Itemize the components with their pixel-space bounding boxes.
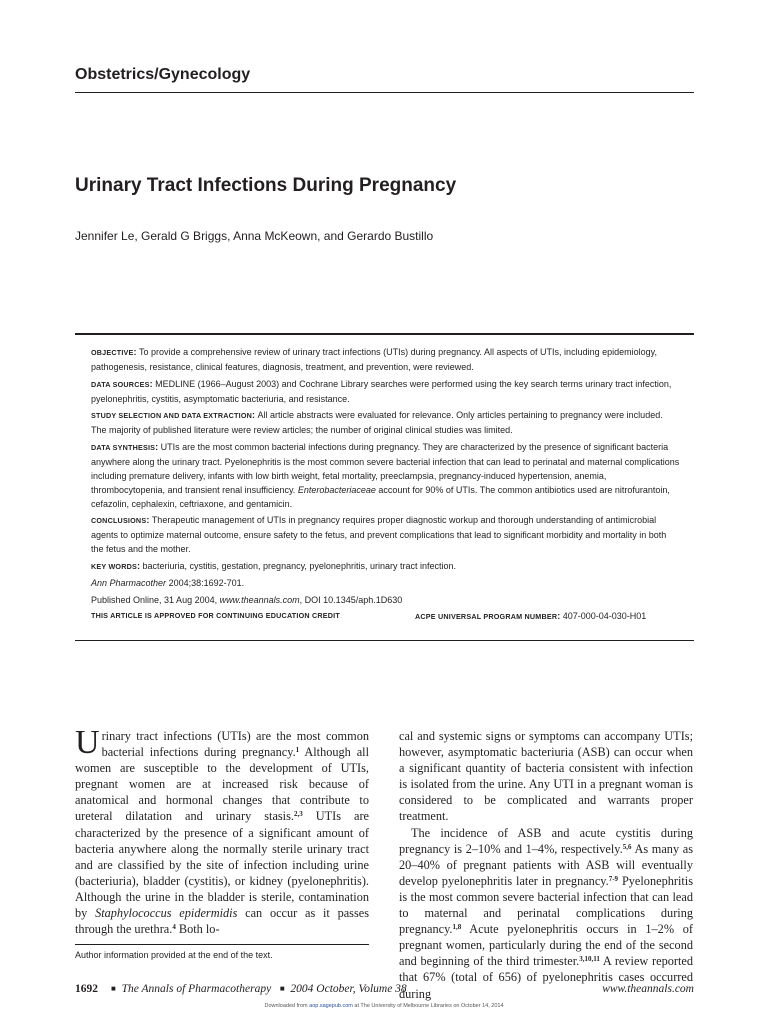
sources-label: DATA SOURCES xyxy=(91,379,150,389)
citation-ref: 2,3 xyxy=(293,810,303,819)
article-title: Urinary Tract Infections During Pregnancy xyxy=(75,175,457,196)
published-url-link[interactable]: www.theannals.com xyxy=(219,594,300,605)
conclusions-label: CONCLUSIONS xyxy=(91,516,147,525)
section-heading: Obstetrics/Gynecology xyxy=(75,66,251,83)
download-prefix: Downloaded from xyxy=(264,1003,308,1009)
abstract-objective: OBJECTIVE: To provide a comprehensive review of urinary tract infections (UTIs) during pregnancy. All aspects of UTIs, including epidemiology, pathogenesis, resistance, clinical features, diagnosis, treatment, and prevention, were reviewed. xyxy=(91,347,657,372)
organism-name: Staphylococcus epidermidis xyxy=(95,906,238,921)
citation xyxy=(91,576,680,590)
citation-ref: 4 xyxy=(172,923,176,932)
issue-info: 2004 October, Volume 38 xyxy=(290,983,407,995)
abstract-top-rule xyxy=(75,333,694,335)
abstract-bottom-rule xyxy=(75,640,694,641)
body-text: Acute pyelonephritis occurs in 1–2% of pregnant women, particularly during the end of the second and beginning of the third trimester. xyxy=(399,922,693,969)
body-text: As many as 20–40% of pregnant patients with ASB will eventually develop pyelonephritis later in pregnancy. xyxy=(399,841,693,888)
published-online xyxy=(91,593,680,607)
body-text: The incidence of ASB and acute cystitis during pregnancy is 2–10% and 1–4%, respectively. xyxy=(399,825,693,856)
synthesis-italic: Enterobacteriaceae xyxy=(297,484,376,495)
abstract-data-synthesis: DATA SYNTHESIS: UTIs are the most common bacterial infections during pregnancy. They are characterized by the presence of significant bacteria anywhere along the urinary tract. Pyelonephritis is the most common severe bacterial infection that can lead to perinatal and maternal complications including premature delivery, infants with low birth weight, fetal mortality, preeclampsia, pregnancy-induced hypertension, anemia, thrombocytopenia, and transient renal insufficiency. Enterobacteriaceae account for 90% of UTIs. The common antibiotics used are nitrofurantoin, cefazolin, cephalexin, ceftriaxone, and gentamicin. xyxy=(91,441,680,509)
journal-issue xyxy=(111,983,407,995)
citation-journal: Ann Pharmacother xyxy=(91,578,167,588)
body-text: A review reported that 67% (total of 656) of pyelonephritis cases occurred during xyxy=(399,954,693,1001)
abstract-block xyxy=(91,345,680,623)
header-rule xyxy=(75,92,694,93)
drop-cap: U xyxy=(75,724,100,761)
continued-paragraph: cal and systemic signs or symptoms can accompany UTIs; however, asymptomatic bacteriuria (ASB) can occur when a significant quantity of bacteria consistent with infection is isolated from the urine. Any UTI in a pregnant woman is considered to be complicated and warrants proper treatment. xyxy=(399,729,693,824)
citation-ref: 3,10,11 xyxy=(579,955,600,964)
acpe-number: ACPE UNIVERSAL PROGRAM NUMBER: 407-000-04-030-H01 xyxy=(415,611,647,621)
abstract-conclusions: CONCLUSIONS: Therapeutic management of UTIs in pregnancy requires proper diagnostic workup and thorough understanding of antimicrobial agents to optimize maternal outcome, ensure safety to the fetus, and prevent complications that lead to significant morbidity and mortality in both the fetus and the mother. xyxy=(91,515,667,554)
body-text: rinary tract infections (UTIs) are the most common bacterial infections during pregnancy. xyxy=(101,729,369,760)
published-doi: , DOI 10.1345/aph.1D630 xyxy=(299,594,403,605)
body-column-left xyxy=(75,724,369,937)
journal-name: The Annals of Pharmacotherapy xyxy=(121,983,272,995)
acpe-label: ACPE UNIVERSAL PROGRAM NUMBER xyxy=(415,612,558,621)
body-text: can occur as it passes through the urethra. xyxy=(75,906,369,937)
bullet-icon: ■ xyxy=(279,984,285,993)
published-prefix: Published Online, 31 Aug 2004, xyxy=(91,594,218,605)
page-footer xyxy=(75,983,694,999)
body-text: Pyelonephritis is the most common severe bacterial infection that can lead to maternal and perinatal complications during pregnancy. xyxy=(399,873,693,937)
abstract-data-sources: DATA SOURCES: MEDLINE (1966–August 2003) and Cochrane Library searches were performed using the key search terms urinary tract infection, pyelonephritis, cystitis, asymptomatic bacteriuria, and resistance. xyxy=(91,378,672,404)
download-link[interactable]: aop.sagepub.com xyxy=(309,1003,353,1009)
selection-label: STUDY SELECTION AND DATA EXTRACTION xyxy=(91,411,252,420)
footer-site-link[interactable]: www.theannals.com xyxy=(602,983,694,995)
citation-ref: 1 xyxy=(295,746,300,755)
download-suffix: at The University of Melbourne Libraries on October 14, 2014 xyxy=(354,1003,504,1009)
incidence-paragraph xyxy=(399,825,693,1002)
citation-ref: 5,6 xyxy=(622,842,632,851)
intro-paragraph xyxy=(75,724,369,937)
download-notice xyxy=(0,1003,768,1009)
objective-label: OBJECTIVE xyxy=(91,348,134,357)
credit-row xyxy=(91,609,680,623)
citation-ref: 7-9 xyxy=(608,874,619,883)
body-text: Both lo- xyxy=(175,922,220,937)
conclusions-text: Therapeutic management of UTIs in pregnancy requires proper diagnostic workup and thorough understanding of antimicrobial agents to optimize maternal outcome, ensure safety to the fetus, and prevent complications that lead to significant morbidity and mortality in both the fetus and the mother. xyxy=(91,515,667,554)
bullet-icon: ■ xyxy=(111,984,116,993)
footnote: Author information provided at the end of the text. xyxy=(75,950,273,960)
page-number: 1692 xyxy=(75,983,98,995)
synthesis-text-2: account for 90% of UTIs. The common antibiotics used are nitrofurantoin, cefazolin, cephalexin, ceftriaxone, and gentamicin. xyxy=(91,484,670,509)
selection-text: All article abstracts were evaluated for relevance. Only articles pertaining to pregnancy were included. The majority of published literature were review articles; the number of original clinical studies was limited. xyxy=(91,410,663,435)
sources-text: MEDLINE (1966–August 2003) and Cochrane Library searches were performed using the key search terms urinary tract infection, pyelonephritis, cystitis, asymptomatic bacteriuria, and resistance. xyxy=(91,378,672,404)
footnote-rule xyxy=(75,944,369,945)
body-column-right xyxy=(399,728,693,1002)
ce-credit-notice: THIS ARTICLE IS APPROVED FOR CONTINUING EDUCATION CREDIT xyxy=(91,611,340,620)
citation-details: 2004;38:1692-701. xyxy=(168,578,245,588)
keywords-text: bacteriuria, cystitis, gestation, pregnancy, pyelonephritis, urinary tract infection. xyxy=(142,560,456,571)
keywords-label: KEY WORDS xyxy=(91,561,137,571)
acpe-value: 407-000-04-030-H01 xyxy=(562,611,647,621)
synthesis-label: DATA SYNTHESIS xyxy=(91,442,156,452)
synthesis-text-1: UTIs are the most common bacterial infections during pregnancy. They are characterized by the presence of significant bacteria anywhere along the urinary tract. Pyelonephritis is the most common severe bacterial infection that can lead to perinatal and maternal complications including premature delivery, infants with low birth weight, fetal mortality, preeclampsia, pregnancy-induced hypertension, anemia, thrombocytopenia, and transient renal insufficiency. xyxy=(91,441,680,495)
citation-ref: 1,8 xyxy=(452,923,462,932)
abstract-study-selection: STUDY SELECTION AND DATA EXTRACTION: All article abstracts were evaluated for relevance. Only articles pertaining to pregnancy were included. The majority of published literature were review articles; the number of original clinical studies was limited. xyxy=(91,410,663,435)
body-text: UTIs are characterized by the presence of a significant amount of bacteria anywhere along the normally sterile urinary tract and are classified by the site of infection including urine (bacteriuria), bladder (cystitis), or kidney (pyelonephritis). Although the urine in the bladder is sterile, contamination by xyxy=(75,809,369,921)
author-list: Jennifer Le, Gerald G Briggs, Anna McKeown, and Gerardo Bustillo xyxy=(75,229,434,243)
objective-text: To provide a comprehensive review of urinary tract infections (UTIs) during pregnancy. All aspects of UTIs, including epidemiology, pathogenesis, resistance, clinical features, diagnosis, treatment, and prevention, were reviewed. xyxy=(91,347,657,372)
body-text: Although all women are susceptible to the development of UTIs, pregnant women are at increased risk because of anatomical and hormonal changes that contribute to ureteral dilatation and urinary stasis. xyxy=(75,745,369,824)
abstract-keywords: KEY WORDS: bacteriuria, cystitis, gestation, pregnancy, pyelonephritis, urinary tract infection. xyxy=(91,560,456,571)
